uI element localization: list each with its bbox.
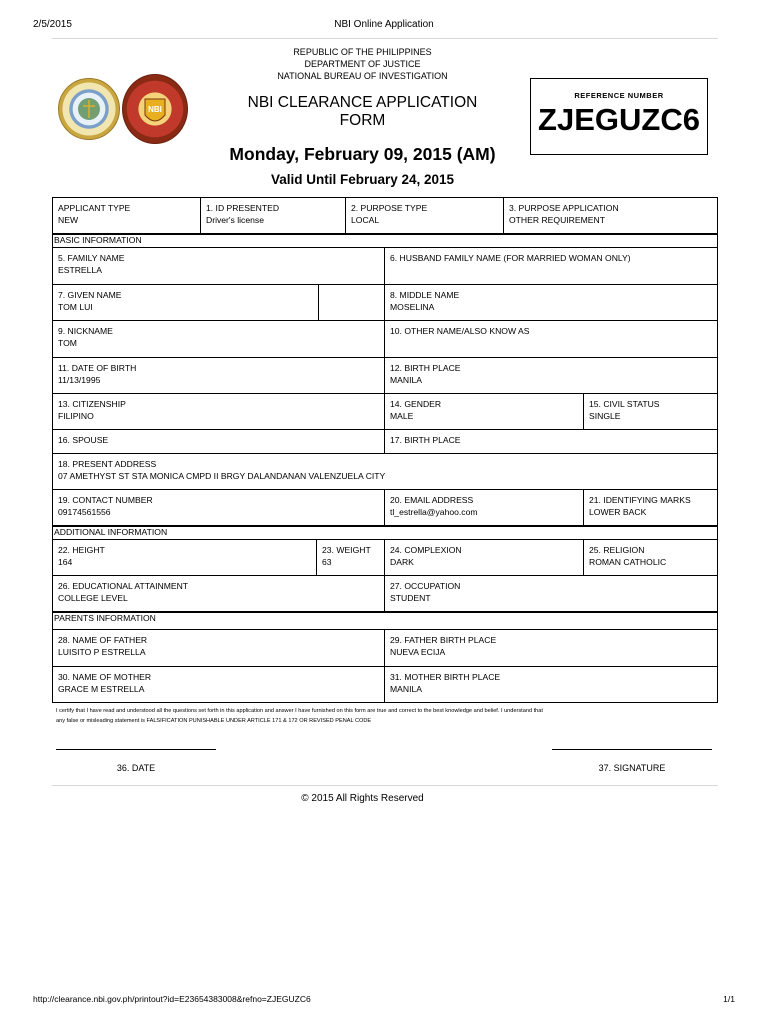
purpose-application-cell (503, 198, 717, 233)
field-value: NEW (58, 215, 79, 225)
table-border-bottom (52, 702, 718, 703)
reference-label: REFERENCE NUMBER (574, 91, 664, 100)
field-value: ROMAN CATHOLIC (589, 557, 667, 567)
present-address-cell (52, 454, 717, 489)
print-title: NBI Online Application (334, 19, 434, 30)
field-value: tl_estrella@yahoo.com (390, 507, 478, 517)
field-label: 1. ID PRESENTED (206, 203, 280, 213)
field-value: NUEVA ECIJA (390, 647, 446, 657)
field-label: 17. BIRTH PLACE (390, 435, 461, 445)
education-cell (52, 576, 384, 611)
field-value: 164 (58, 557, 73, 567)
field-value: COLLEGE LEVEL (58, 593, 128, 603)
height-cell (52, 540, 316, 575)
section-parents-information: PARENTS INFORMATION (54, 613, 156, 623)
field-value: 63 (322, 557, 332, 567)
field-label: 9. NICKNAME (58, 326, 113, 336)
field-label: 15. CIVIL STATUS (589, 399, 660, 409)
field-value: 11/13/1995 (58, 375, 101, 385)
field-label: 10. OTHER NAME/ALSO KNOW AS (390, 326, 530, 336)
middle-name-cell (384, 285, 717, 320)
nbi-seal-logo (122, 74, 188, 144)
nbi-seal-text: NBI (148, 105, 162, 114)
field-label: 12. BIRTH PLACE (390, 363, 461, 373)
field-label: 19. CONTACT NUMBER (58, 495, 153, 505)
birth-place-cell (384, 358, 717, 393)
spouse-cell (52, 430, 384, 453)
field-label: 31. MOTHER BIRTH PLACE (390, 672, 501, 682)
occupation-cell (384, 576, 717, 611)
print-url: http://clearance.nbi.gov.ph/printout?id=E23654383008&refno=ZJEGUZC6 (33, 994, 311, 1004)
field-value: GRACE M ESTRELLA (58, 684, 145, 694)
field-label: 8. MIDDLE NAME (390, 290, 460, 300)
page-number: 1/1 (723, 994, 735, 1004)
certification-line2: any false or misleading statement is FALSIFICATION PUNISHABLE UNDER ARTICLE 171 & 172 OR REVISED PENAL CODE (56, 718, 372, 724)
header-rule (52, 38, 718, 39)
field-value: MANILA (390, 375, 422, 385)
field-label: 14. GENDER (390, 399, 442, 409)
field-value: Driver's license (206, 215, 264, 225)
certification-line1: I certify that I have read and understood all the questions set forth in this application and answer I have furnished on this form are true and correct to the best knowledge and belief. I understand that (56, 708, 543, 714)
religion-cell (583, 540, 717, 575)
table-col-rule (318, 284, 319, 320)
field-label: 3. PURPOSE APPLICATION (509, 203, 619, 213)
field-value: MALE (390, 411, 414, 421)
husband-family-name-cell (384, 248, 717, 284)
field-value: OTHER REQUIREMENT (509, 215, 605, 225)
date-signature-line (56, 749, 216, 750)
citizenship-cell (52, 394, 384, 429)
reference-number: ZJEGUZC6 (538, 102, 700, 137)
field-value: 09174561556 (58, 507, 111, 517)
valid-until: Valid Until February 24, 2015 (270, 172, 455, 187)
mother-birth-place-cell (384, 667, 717, 702)
field-label: 20. EMAIL ADDRESS (390, 495, 474, 505)
field-label: 2. PURPOSE TYPE (351, 203, 428, 213)
field-label: 25. RELIGION (589, 545, 645, 555)
family-name-cell (52, 248, 384, 284)
republic-heading: REPUBLIC OF THE PHILIPPINES (293, 47, 432, 57)
section-additional-information: ADDITIONAL INFORMATION (54, 527, 168, 537)
field-label: 29. FATHER BIRTH PLACE (390, 635, 497, 645)
given-name-cell (52, 285, 318, 320)
field-label: 22. HEIGHT (58, 545, 105, 555)
field-label: 13. CITIZENSHIP (58, 399, 126, 409)
signature-line (552, 749, 712, 750)
field-label: 18. PRESENT ADDRESS (58, 459, 157, 469)
father-name-cell (52, 630, 384, 666)
field-value: STUDENT (390, 593, 431, 603)
footer-rule (52, 785, 718, 786)
contact-number-cell (52, 490, 384, 525)
gender-cell (384, 394, 583, 429)
field-value: LOCAL (351, 215, 380, 225)
field-label: 6. HUSBAND FAMILY NAME (FOR MARRIED WOMAN ONLY) (390, 253, 631, 263)
id-presented-cell (200, 198, 345, 233)
spouse-birth-place-cell (384, 430, 717, 453)
field-value: ESTRELLA (58, 265, 102, 275)
field-label: 30. NAME OF MOTHER (58, 672, 152, 682)
mother-name-cell (52, 667, 384, 702)
civil-status-cell (583, 394, 717, 429)
form-title-line1: NBI CLEARANCE APPLICATION (247, 94, 478, 111)
bureau-heading: NATIONAL BUREAU OF INVESTIGATION (277, 71, 448, 81)
nickname-cell (52, 321, 384, 357)
date-label: 36. DATE (116, 763, 156, 773)
field-value: TOM LUI (58, 302, 93, 312)
identifying-marks-cell (583, 490, 717, 525)
field-value: MANILA (390, 684, 422, 694)
field-value: 07 AMETHYST ST STA MONICA CMPD II BRGY DALANDANAN VALENZUELA CITY (58, 471, 386, 481)
other-name-cell (384, 321, 717, 357)
field-label: 5. FAMILY NAME (58, 253, 125, 263)
field-value: SINGLE (589, 411, 621, 421)
father-birth-place-cell (384, 630, 717, 666)
section-basic-information: BASIC INFORMATION (54, 235, 142, 245)
signature-label: 37. SIGNATURE (598, 763, 666, 773)
field-label: APPLICANT TYPE (58, 203, 131, 213)
reference-box (530, 78, 708, 155)
field-label: 21. IDENTIFYING MARKS (589, 495, 691, 505)
email-address-cell (384, 490, 583, 525)
doj-seal-logo (58, 78, 120, 140)
field-value: MOSELINA (390, 302, 435, 312)
field-value: LUISITO P ESTRELLA (58, 647, 146, 657)
field-value: TOM (58, 338, 77, 348)
field-label: 7. GIVEN NAME (58, 290, 122, 300)
date-of-birth-cell (52, 358, 384, 393)
applicant-type-cell (52, 198, 200, 233)
weight-cell (316, 540, 384, 575)
print-date: 2/5/2015 (33, 19, 72, 30)
field-label: 24. COMPLEXION (390, 545, 462, 555)
department-heading: DEPARTMENT OF JUSTICE (304, 59, 421, 69)
field-label: 28. NAME OF FATHER (58, 635, 148, 645)
field-label: 26. EDUCATIONAL ATTAINMENT (58, 581, 189, 591)
field-value: FILIPINO (58, 411, 94, 421)
field-label: 16. SPOUSE (58, 435, 109, 445)
field-label: 27. OCCUPATION (390, 581, 461, 591)
complexion-cell (384, 540, 583, 575)
appointment-date: Monday, February 09, 2015 (AM) (229, 144, 496, 164)
field-value: DARK (390, 557, 414, 567)
purpose-type-cell (345, 198, 503, 233)
copyright-text: © 2015 All Rights Reserved (301, 793, 424, 804)
form-title-line2: FORM (339, 112, 386, 129)
field-label: 23. WEIGHT (322, 545, 371, 555)
field-value: LOWER BACK (589, 507, 647, 517)
field-label: 11. DATE OF BIRTH (58, 363, 137, 373)
